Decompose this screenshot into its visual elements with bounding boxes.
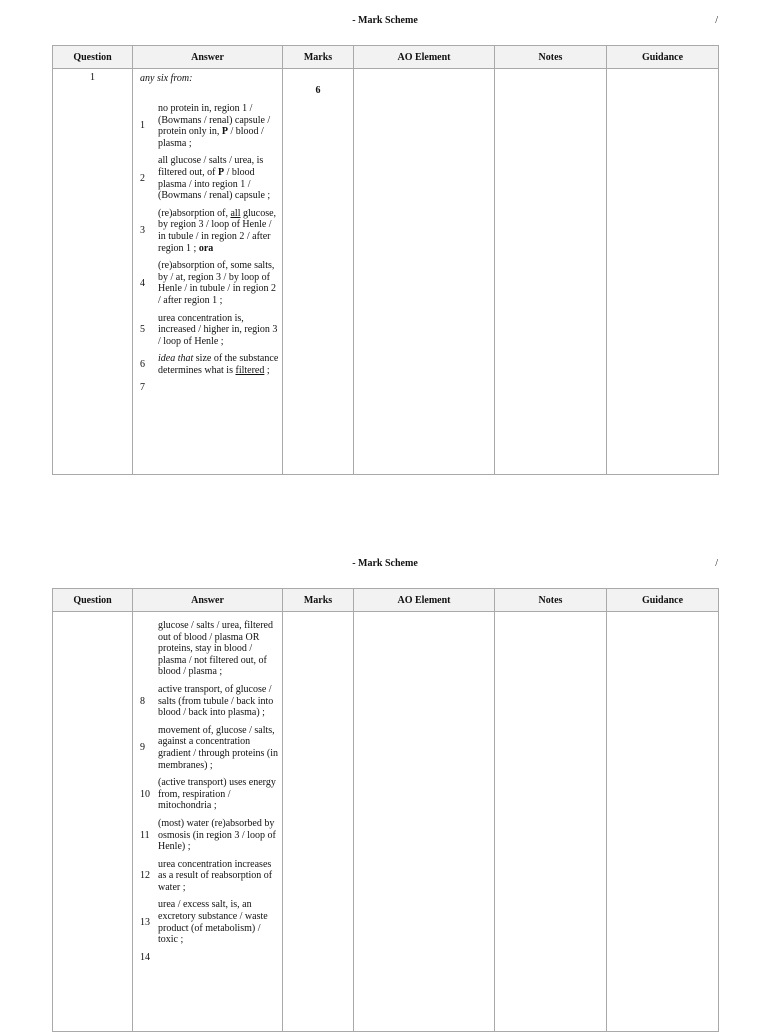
point-number: 3	[140, 225, 145, 237]
answer-point	[133, 353, 282, 376]
question-number-cell	[53, 612, 133, 1032]
column-header-ao-element: AO Element	[354, 589, 495, 612]
answer-point	[133, 777, 282, 812]
notes-cell	[495, 612, 607, 1032]
point-number: 9	[140, 742, 145, 754]
point-number: 8	[140, 695, 145, 707]
answer-point	[133, 952, 282, 964]
answer-point	[133, 155, 282, 201]
marks-cell: 6	[283, 69, 354, 475]
point-text: active transport, of glucose / salts (from tubule / back into blood / back into plasma) ;	[158, 683, 274, 719]
column-header-notes: Notes	[495, 46, 607, 69]
mark-scheme-table-1	[52, 45, 719, 475]
page-title: - Mark Scheme	[352, 558, 418, 569]
column-header-ao-element: AO Element	[354, 46, 495, 69]
point-text: (re)absorption of, all glucose, by region 3 / loop of Henle / in tubule / in region 2 / after region 1 ; ora	[158, 207, 277, 254]
column-header-notes: Notes	[495, 589, 607, 612]
point-number: 12	[140, 870, 150, 882]
answer-point	[133, 260, 282, 306]
answer-point	[133, 899, 282, 945]
column-header-marks: Marks	[283, 589, 354, 612]
answer-cell	[133, 612, 283, 1032]
guidance-cell	[607, 612, 719, 1032]
answer-point	[133, 859, 282, 894]
column-header-answer: Answer	[133, 46, 283, 69]
point-number: 2	[140, 172, 145, 184]
point-text: (active transport) uses energy from, respiration / mitochondria ;	[158, 777, 276, 812]
point-text: no protein in, region 1 / (Bowmans / renal) capsule / protein only in, P / blood / plasma ;	[158, 103, 271, 149]
answer-point	[133, 103, 282, 149]
point-text: all glucose / salts / urea, is filtered out, of P / blood plasma / into region 1 / (Bowmans / renal) capsule ;	[158, 155, 271, 202]
column-header-question: Question	[53, 589, 133, 612]
point-text: idea that size of the substance determines what is filtered ;	[158, 353, 279, 376]
guidance-cell	[607, 69, 719, 475]
point-number: 13	[140, 916, 150, 928]
mark-scheme-table-2	[52, 588, 719, 1032]
ao-element-cell	[354, 612, 495, 1032]
point-text: urea concentration is, increased / higher in, region 3 / loop of Henle ;	[158, 312, 278, 347]
answer-point	[133, 684, 282, 719]
point-text: (most) water (re)absorbed by osmosis (in region 3 / loop of Henle) ;	[158, 817, 276, 853]
page-header-1	[52, 15, 718, 31]
answer-cell	[133, 69, 283, 475]
point-text: movement of, glucose / salts, against a concentration gradient / through proteins (in membranes) ;	[158, 724, 278, 771]
answer-point	[133, 313, 282, 348]
question-number-cell: 1	[53, 69, 133, 475]
answer-point	[133, 208, 282, 254]
page-title: - Mark Scheme	[352, 15, 418, 26]
answer-point	[133, 818, 282, 853]
column-header-guidance: Guidance	[607, 589, 719, 612]
answer-point	[133, 725, 282, 771]
answer-intro: any six from:	[140, 73, 193, 84]
answer-point	[133, 382, 282, 394]
page-title-slash: /	[715, 558, 718, 569]
answer-point	[133, 620, 282, 678]
point-number: 1	[140, 120, 145, 132]
point-number: 7	[140, 382, 145, 394]
point-number: 10	[140, 788, 150, 800]
notes-cell	[495, 69, 607, 475]
marks-cell	[283, 612, 354, 1032]
point-number: 6	[140, 359, 145, 371]
column-header-answer: Answer	[133, 589, 283, 612]
point-number: 11	[140, 829, 150, 841]
column-header-marks: Marks	[283, 46, 354, 69]
column-header-guidance: Guidance	[607, 46, 719, 69]
page-title-slash: /	[715, 15, 718, 26]
ao-element-cell	[354, 69, 495, 475]
page-header-2	[52, 558, 718, 574]
point-text: glucose / salts / urea, filtered out of blood / plasma OR proteins, stay in blood / plasma / not filtered out, of blood / plasma ;	[158, 620, 273, 678]
point-text: (re)absorption of, some salts, by / at, region 3 / by loop of Henle / in tubule / in region 2 / after region 1 ;	[158, 260, 277, 306]
point-number: 4	[140, 277, 145, 289]
point-number: 14	[140, 951, 150, 963]
column-header-question: Question	[53, 46, 133, 69]
point-text: urea concentration increases as a result of reabsorption of water ;	[158, 858, 273, 893]
point-text: urea / excess salt, is, an excretory substance / waste product (of metabolism) / toxic ;	[158, 899, 268, 946]
point-number: 5	[140, 324, 145, 336]
